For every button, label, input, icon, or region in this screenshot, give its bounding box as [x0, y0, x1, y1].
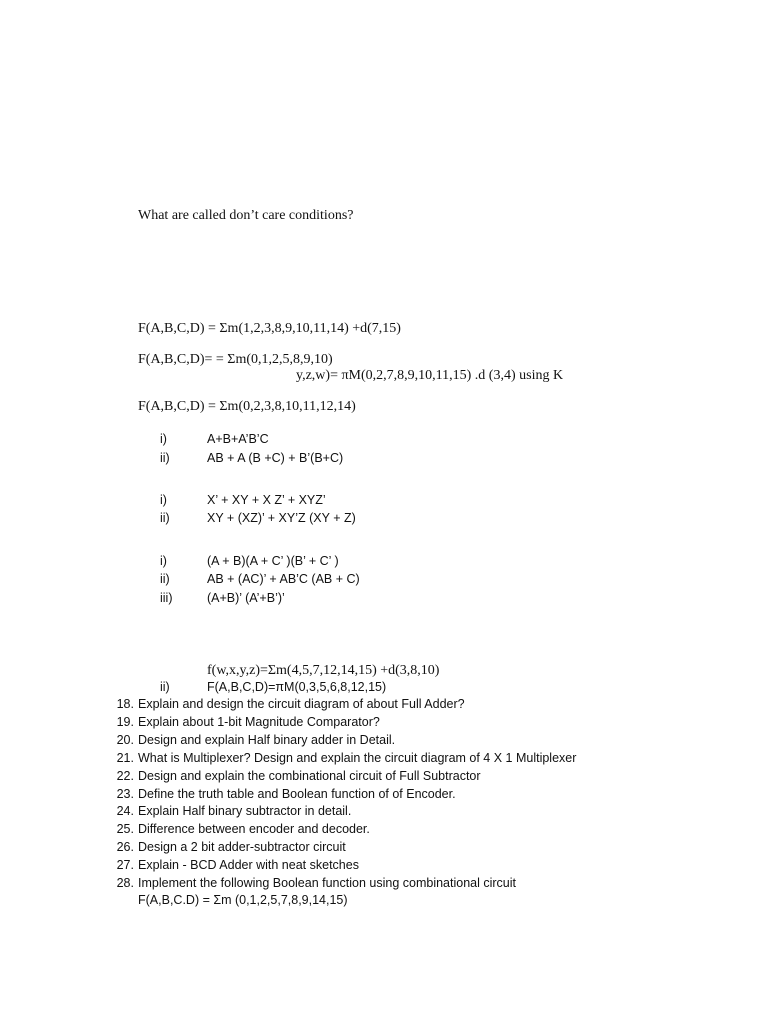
- question-text: Difference between encoder and decoder.: [138, 822, 370, 836]
- question-text: Explain and design the circuit diagram of about Full Adder?: [138, 697, 465, 711]
- roman-numeral: i): [160, 493, 167, 507]
- formula-1: F(A,B,C,D) = Σm(1,2,3,8,9,10,11,14) +d(7,15): [138, 321, 401, 336]
- question-text: Define the truth table and Boolean function of of Encoder.: [138, 787, 456, 801]
- formula-2: F(A,B,C,D)= = Σm(0,1,2,5,8,9,10): [138, 352, 333, 367]
- question-number: 24.: [116, 804, 134, 818]
- question-text: Design and explain Half binary adder in Detail.: [138, 733, 396, 747]
- expression: A+B+A’B’C: [207, 432, 269, 446]
- question-text: Explain about 1-bit Magnitude Comparator?: [138, 715, 380, 729]
- question-number: 18.: [116, 697, 134, 711]
- question-text: Explain Half binary subtractor in detail.: [138, 804, 352, 818]
- last-formula: F(A,B,C.D) = Σm (0,1,2,5,7,8,9,14,15): [138, 893, 348, 907]
- question-text: Implement the following Boolean function using combinational circuit: [138, 876, 516, 890]
- formula-3: y,z,w)= πM(0,2,7,8,9,10,11,15) .d (3,4) using K: [296, 368, 564, 383]
- question-number: 28.: [116, 876, 134, 890]
- formula-4: F(A,B,C,D) = Σm(0,2,3,8,10,11,12,14): [138, 399, 356, 414]
- expression: (A+B)’ (A’+B’)’: [207, 591, 285, 605]
- question-number: 22.: [116, 769, 134, 783]
- roman-numeral: ii): [160, 680, 170, 694]
- expression: (A + B)(A + C’ )(B’ + C’ ): [207, 554, 339, 568]
- roman-numeral: ii): [160, 572, 170, 586]
- group4-formula: f(w,x,y,z)=Σm(4,5,7,12,14,15) +d(3,8,10): [207, 663, 440, 678]
- question-number: 19.: [116, 715, 134, 729]
- question-dont-care: What are called don’t care conditions?: [138, 208, 354, 223]
- roman-numeral: ii): [160, 511, 170, 525]
- question-number: 23.: [116, 787, 134, 801]
- roman-numeral: iii): [160, 591, 173, 605]
- expression: XY + (XZ)’ + XY’Z (XY + Z): [207, 511, 356, 525]
- question-text: Explain - BCD Adder with neat sketches: [138, 858, 359, 872]
- question-text: What is Multiplexer? Design and explain the circuit diagram of 4 X 1 Multiplexer: [138, 751, 577, 765]
- question-text: Design a 2 bit adder-subtractor circuit: [138, 840, 346, 854]
- question-number: 20.: [116, 733, 134, 747]
- roman-numeral: i): [160, 432, 167, 446]
- expression: AB + A (B +C) + B’(B+C): [207, 451, 344, 465]
- expression: X’ + XY + X Z’ + XYZ’: [207, 493, 326, 507]
- question-number: 27.: [116, 858, 134, 872]
- expression: F(A,B,C,D)=πM(0,3,5,6,8,12,15): [207, 680, 387, 694]
- question-number: 25.: [116, 822, 134, 836]
- question-number: 21.: [116, 751, 134, 765]
- question-number: 26.: [116, 840, 134, 854]
- roman-numeral: ii): [160, 451, 170, 465]
- roman-numeral: i): [160, 554, 167, 568]
- expression: AB + (AC)’ + AB’C (AB + C): [207, 572, 360, 586]
- question-text: Design and explain the combinational circuit of Full Subtractor: [138, 769, 481, 783]
